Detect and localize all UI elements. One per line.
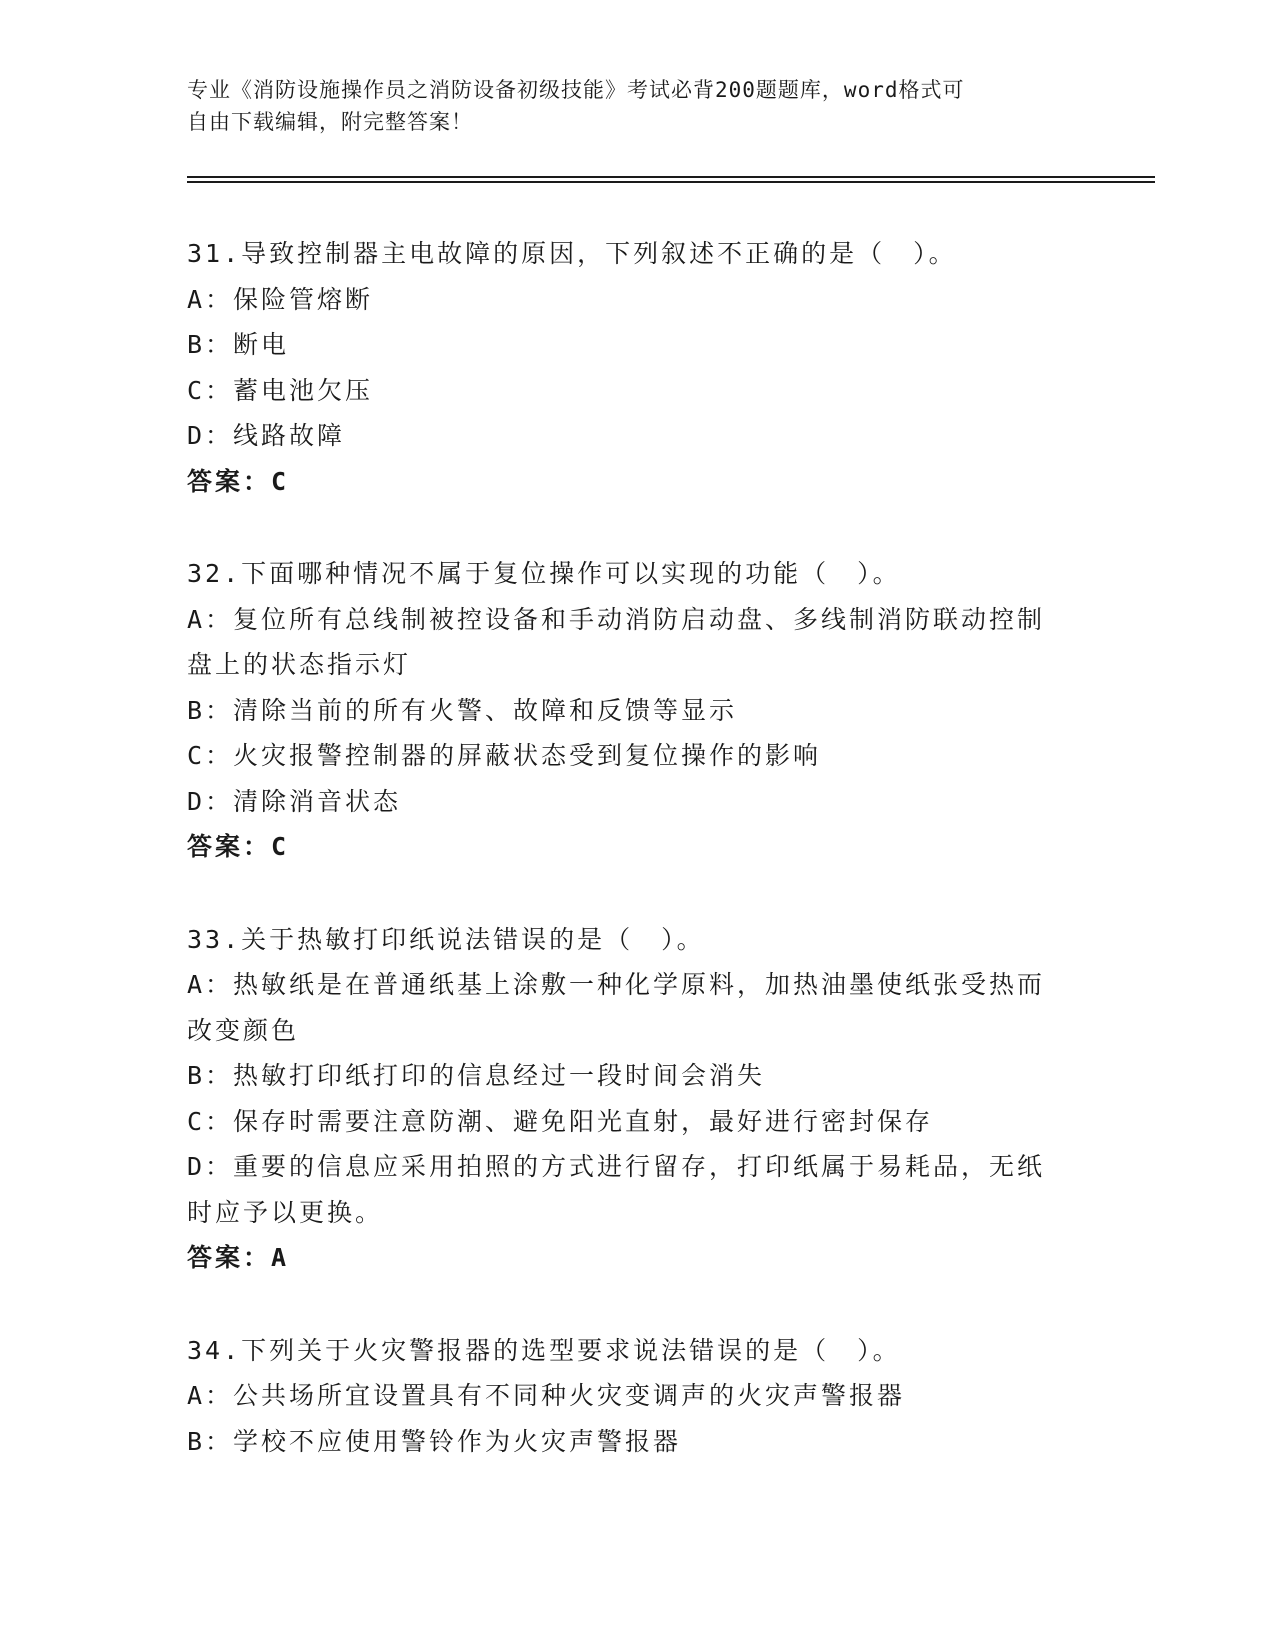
header-divider <box>187 176 1155 178</box>
option-c: C：蓄电池欠压 <box>187 375 374 405</box>
question-text: 31.导致控制器主电故障的原因，下列叙述不正确的是（ ）。 <box>187 239 957 268</box>
option-d: D：重要的信息应采用拍照的方式进行留存，打印纸属于易耗品，无纸 <box>187 1152 1046 1181</box>
option-b: B：清除当前的所有火警、故障和反馈等显示 <box>187 695 738 725</box>
option-a: A：热敏纸是在普通纸基上涂敷一种化学原料，加热油墨使纸张受热而 <box>187 970 1046 999</box>
answer: 答案：C <box>187 832 290 861</box>
option-b: B：热敏打印纸打印的信息经过一段时间会消失 <box>187 1061 766 1090</box>
question-31 <box>187 231 1087 504</box>
option-d: D：线路故障 <box>187 421 346 450</box>
header-divider-double <box>187 181 1155 183</box>
question-32 <box>187 551 1087 870</box>
option-a-continued: 改变颜色 <box>187 1015 300 1045</box>
answer: 答案：C <box>187 466 290 496</box>
question-text: 32.下面哪种情况不属于复位操作可以实现的功能（ ）。 <box>187 559 901 588</box>
question-34 <box>187 1328 1087 1465</box>
option-a-continued: 盘上的状态指示灯 <box>187 650 412 679</box>
option-c: C：保存时需要注意防潮、避免阳光直射，最好进行密封保存 <box>187 1106 934 1136</box>
document-header <box>187 74 1087 138</box>
option-d-continued: 时应予以更换。 <box>187 1197 384 1227</box>
header-line-1: 专业《消防设施操作员之消防设备初级技能》考试必背200题题库，word格式可 <box>187 78 965 102</box>
answer: 答案：A <box>187 1243 290 1272</box>
option-a: A：保险管熔断 <box>187 284 374 314</box>
question-list <box>187 231 1087 1511</box>
option-d: D：清除消音状态 <box>187 786 402 816</box>
option-c: C：火灾报警控制器的屏蔽状态受到复位操作的影响 <box>187 741 822 770</box>
option-a: A：复位所有总线制被控设备和手动消防启动盘、多线制消防联动控制 <box>187 604 1046 634</box>
option-b: B：学校不应使用警铃作为火灾声警报器 <box>187 1426 682 1456</box>
question-text: 33.关于热敏打印纸说法错误的是（ ）。 <box>187 924 705 954</box>
option-a: A：公共场所宜设置具有不同种火灾变调声的火灾声警报器 <box>187 1381 906 1410</box>
option-b: B：断电 <box>187 330 290 359</box>
header-line-2: 自由下载编辑，附完整答案！ <box>187 110 473 134</box>
question-33 <box>187 917 1087 1281</box>
question-text: 34.下列关于火灾警报器的选型要求说法错误的是（ ）。 <box>187 1335 901 1365</box>
